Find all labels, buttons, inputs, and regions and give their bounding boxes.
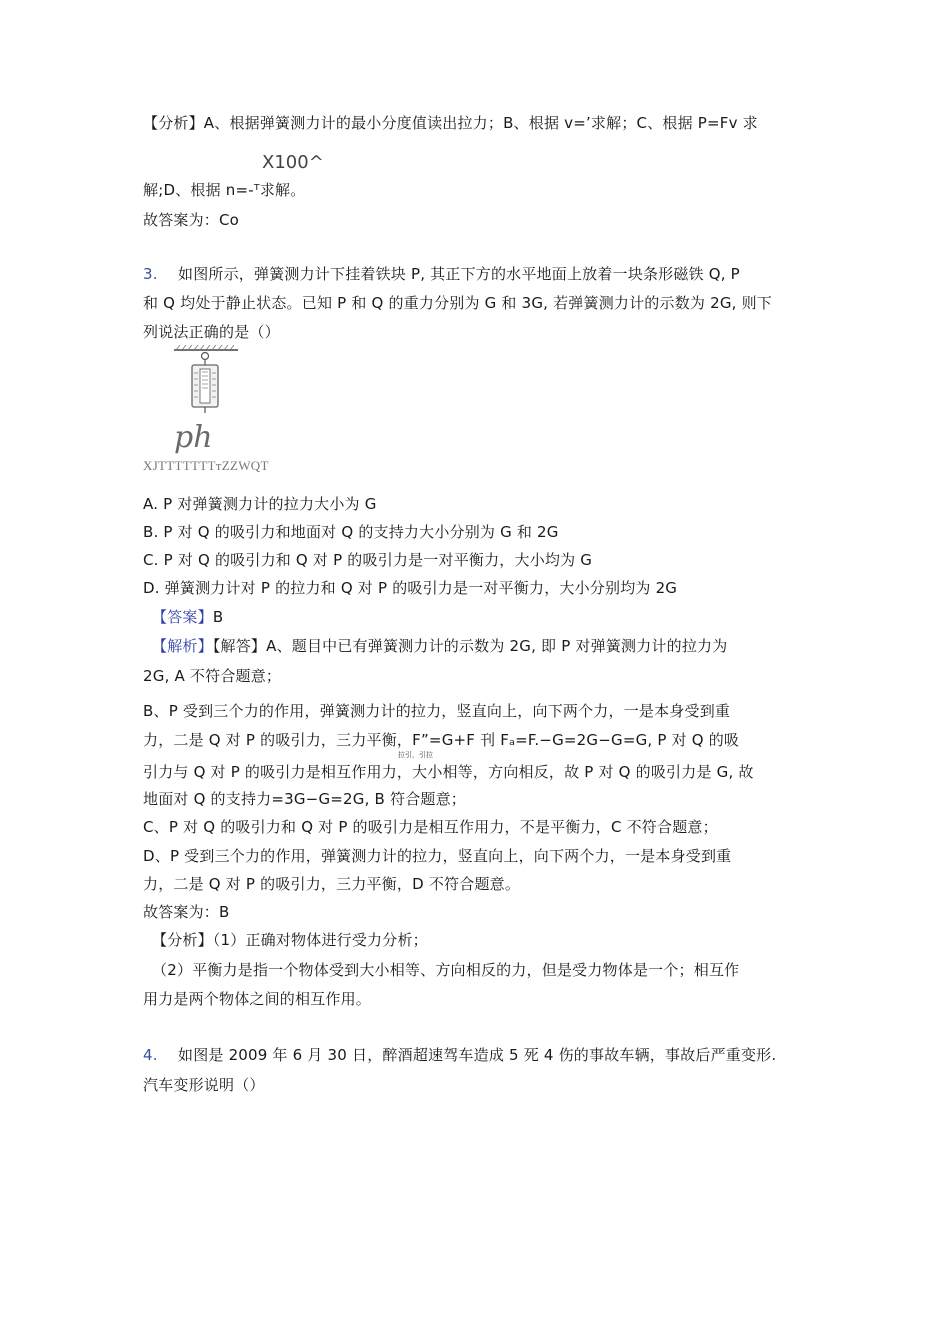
q4-stem-line2: 汽车变形说明（） — [143, 1076, 265, 1094]
q4-stem-line1: 如图是 2009 年 6 月 30 日，醉酒超速驾车造成 5 死 4 伤的事故车辆，事故后严重变形. — [178, 1046, 777, 1064]
q3-option-b: B. P 对 Q 的吸引力和地面对 Q 的支持力大小分别为 G 和 2G — [143, 523, 559, 541]
q3-explain-line2: 2G, A 不符合题意； — [143, 667, 282, 685]
q4-number: 4. — [143, 1046, 158, 1064]
q3-analysis2: （2）平衡力是指一个物体受到大小相等、方向相反的力，但是受力物体是一个；相互作 — [152, 961, 740, 979]
answer-tag: 【答案】 — [152, 608, 213, 626]
prev-conclusion: 故答案为：Co — [143, 211, 240, 229]
q3-explain-d1: D、P 受到三个力的作用，弹簧测力计的拉力，竖直向上，向下两个力，一是本身受到重 — [143, 847, 732, 865]
q3-explain-d2: 力，二是 Q 对 P 的吸引力，三力平衡，D 不符合题意。 — [143, 875, 521, 893]
q3-option-d: D. 弹簧测力计对 P 的拉力和 Q 对 P 的吸引力是一对平衡力，大小分别均为 2G — [143, 579, 678, 597]
q3-conclusion: 故答案为：B — [143, 903, 230, 921]
q3-explain-b4: 地面对 Q 的支持力=3G−G=2G, B 符合题意； — [143, 790, 467, 808]
q3-explain-c: C、P 对 Q 的吸引力和 Q 对 P 的吸引力是相互作用力，不是平衡力，C 不符合题意； — [143, 818, 718, 836]
q3-explain-b3: 引力与 Q 对 P 的吸引力是相互作用力，大小相等，方向相反，故 P 对 Q 的吸引力是 G, 故 — [143, 763, 754, 781]
q3-option-a: A. P 对弹簧测力计的拉力大小为 G — [143, 495, 377, 513]
answer-value: B — [212, 608, 224, 626]
q3-explain-row1 — [152, 636, 727, 656]
figure-label-ph: ph — [174, 420, 213, 455]
prev-analysis-line2: 解;D、根据 n=-ᵀ求解。 — [143, 181, 306, 199]
q3-analysis3: 用力是两个物体之间的相互作用。 — [143, 990, 372, 1008]
q3-answer-row — [152, 607, 223, 627]
q3-explain-b2: 力，二是 Q 对 P 的吸引力，三力平衡，F”=G+F 刊 Fₐ=F.−G=2G−G=G, P 对 Q 的吸 — [143, 731, 740, 749]
explain-tag: 【解析】 — [152, 637, 213, 655]
q3-analysis1: 【分析】（1）正确对物体进行受力分析； — [152, 931, 428, 949]
q3-stem-line2: 和 Q 均处于静止状态。已知 P 和 Q 的重力分别为 G 和 3G, 若弹簧测力计的示数为 2G, 则下 — [143, 294, 772, 312]
explain-line1: 【解答】A、题目中已有弹簧测力计的示数为 2G, 即 P 对弹簧测力计的拉力为 — [212, 637, 728, 655]
q3-option-c: C. P 对 Q 的吸引力和 Q 对 P 的吸引力是一对平衡力，大小均为 G — [143, 551, 593, 569]
figure-caption: XJTTTTTTTтZZWQT — [143, 458, 269, 473]
q3-explain-b1: B、P 受到三个力的作用，弹簧测力计的拉力，竖直向上，向下两个力，一是本身受到重 — [143, 702, 731, 720]
q3-number: 3. — [143, 265, 158, 283]
prev-formula-fragment: X100^ — [262, 152, 324, 173]
q3-stem-line1: 如图所示，弹簧测力计下挂着铁块 P, 其正下方的水平地面上放着一块条形磁铁 Q, P — [178, 265, 740, 283]
q3-explain-b2-subscript: 拉引，引拉 — [398, 751, 433, 759]
spring-scale-figure — [172, 345, 242, 415]
prev-analysis-line1: 【分析】A、根据弹簧测力计的最小分度值读出拉力；B、根据 v=’求解；C、根据 P=Fv 求 — [143, 114, 758, 132]
q3-stem-line3: 列说法正确的是（） — [143, 323, 280, 341]
